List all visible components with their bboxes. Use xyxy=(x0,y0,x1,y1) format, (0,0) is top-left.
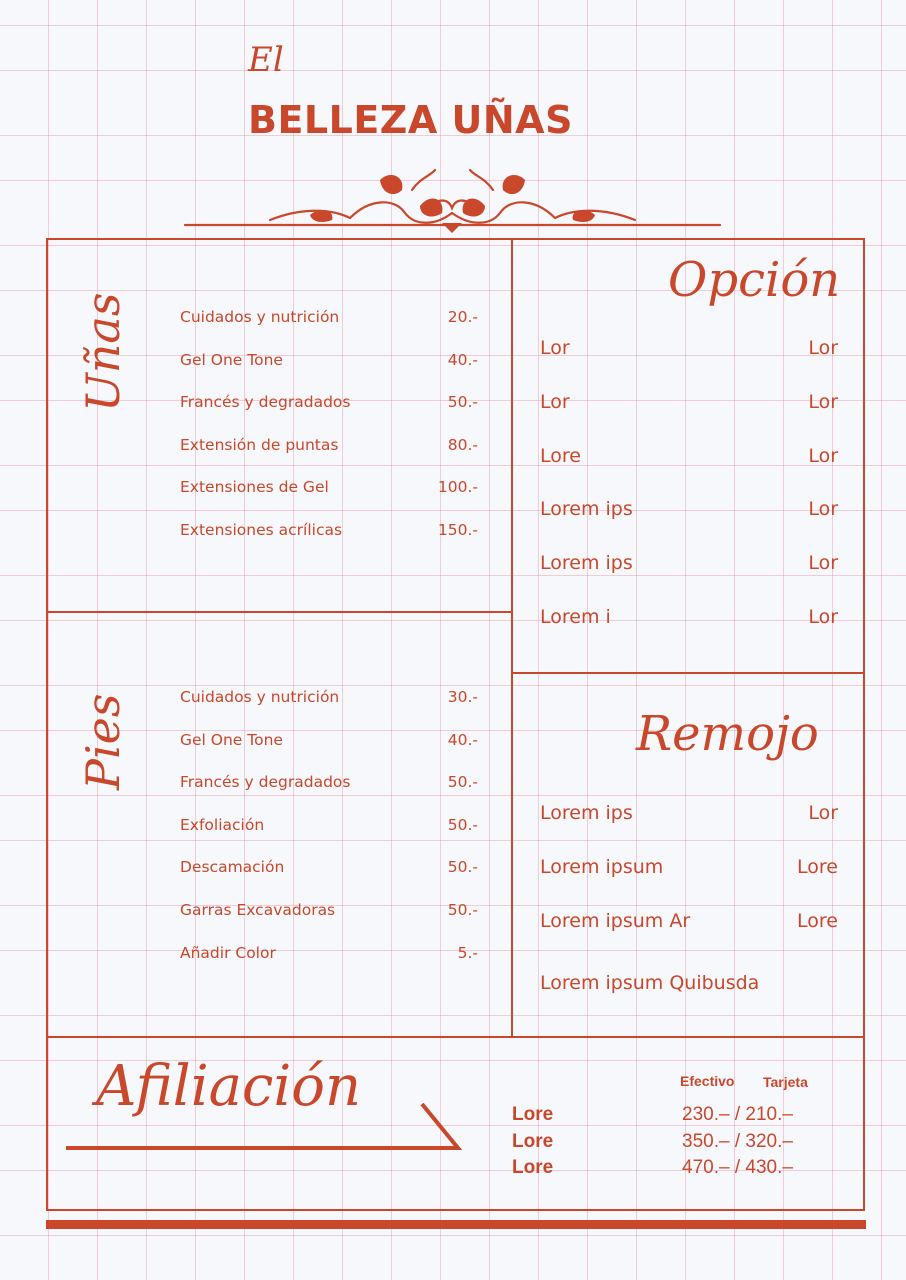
unas-title: Uñas xyxy=(76,292,130,412)
menu-item-price: Lor xyxy=(808,498,838,521)
menu-item-name: Francés y degradados xyxy=(180,773,351,792)
menu-item-price: Lor xyxy=(808,444,838,467)
menu-item-name: Añadir Color xyxy=(180,943,276,962)
menu-item-name: Lorem ips xyxy=(540,498,633,521)
menu-item xyxy=(540,445,838,467)
menu-item-price: Lor xyxy=(808,337,838,359)
menu-item-price: Lor xyxy=(808,390,838,413)
menu-item-price: 40.- xyxy=(447,350,478,369)
divider xyxy=(46,1036,865,1038)
menu-item xyxy=(540,552,838,574)
menu-item xyxy=(180,731,478,749)
menu-item-price: 30.- xyxy=(447,688,478,706)
menu-item-name: Descamación xyxy=(180,858,285,877)
menu-item-price: 100.- xyxy=(437,478,478,497)
menu-item-name: Lorem ips xyxy=(540,802,633,824)
menu-item-price: 50.- xyxy=(447,858,478,877)
menu-item xyxy=(180,816,478,834)
header-pretitle: El xyxy=(248,40,284,80)
opcion-title: Opción xyxy=(668,252,841,308)
menu-item-price: Lore xyxy=(797,856,838,878)
menu-item xyxy=(180,521,478,539)
afiliacion-label: Lore xyxy=(512,1157,554,1178)
menu-item-name: Cuidados y nutrición xyxy=(180,688,340,706)
menu-item-price: Lor xyxy=(808,606,838,628)
menu-item xyxy=(540,498,838,520)
menu-item-name: Gel One Tone xyxy=(180,730,283,749)
divider xyxy=(512,672,865,674)
afiliacion-label: Lore xyxy=(512,1130,554,1152)
afiliacion-title: Afiliación xyxy=(96,1054,362,1119)
menu-item xyxy=(180,308,478,326)
menu-item-price: 50.- xyxy=(447,393,478,412)
floral-ornament-icon xyxy=(180,168,725,238)
menu-item-price: 150.- xyxy=(437,521,478,539)
col-card-header: Tarjeta xyxy=(763,1074,808,1090)
menu-item-name: Lorem i xyxy=(540,606,611,628)
menu-item xyxy=(540,391,838,413)
menu-item xyxy=(180,436,478,454)
arrow-icon xyxy=(64,1100,464,1154)
menu-item xyxy=(180,688,478,706)
menu-item xyxy=(180,351,478,369)
menu-item xyxy=(540,802,838,824)
afiliacion-label: Lore xyxy=(512,1104,554,1125)
afiliacion-price: 470.– / 430.– xyxy=(682,1157,793,1178)
menu-item-name: Lorem ipsum xyxy=(540,856,664,878)
divider xyxy=(511,238,513,1038)
menu-item-name: Lor xyxy=(540,337,570,359)
remojo-title: Remojo xyxy=(636,706,819,762)
menu-item xyxy=(540,972,838,994)
menu-item-name: Extensiones de Gel xyxy=(180,478,329,497)
bottom-bar xyxy=(46,1220,866,1229)
menu-item xyxy=(180,773,478,791)
menu-item xyxy=(180,393,478,411)
menu-item-name: Lorem ipsum Quibusda xyxy=(540,972,760,994)
menu-item-price: Lor xyxy=(808,552,838,575)
afiliacion-price: 350.– / 320.– xyxy=(682,1130,793,1152)
menu-item-price: 80.- xyxy=(447,435,478,454)
menu-item-name: Lore xyxy=(540,444,581,467)
menu-item-price: Lore xyxy=(797,910,838,932)
menu-item-price: 50.- xyxy=(447,815,478,834)
menu-item-name: Cuidados y nutrición xyxy=(180,308,340,326)
menu-item-name: Garras Excavadoras xyxy=(180,901,336,919)
menu-item-name: Exfoliación xyxy=(180,815,265,834)
menu-item xyxy=(540,606,838,628)
divider xyxy=(46,611,512,613)
menu-item-name: Lorem ipsum Ar xyxy=(540,910,691,932)
menu-item-price: 40.- xyxy=(447,730,478,749)
menu-item-name: Extensiones acrílicas xyxy=(180,521,343,539)
menu-item-price: Lor xyxy=(808,802,838,824)
menu-item-name: Gel One Tone xyxy=(180,350,283,369)
col-cash-header: Efectivo xyxy=(680,1073,735,1089)
menu-item-name: Francés y degradados xyxy=(180,393,351,412)
pies-title: Pies xyxy=(76,693,130,790)
menu-item-name: Lor xyxy=(540,390,570,413)
menu-item xyxy=(180,478,478,496)
afiliacion-price: 230.– / 210.– xyxy=(682,1104,793,1125)
menu-item xyxy=(540,910,838,932)
menu-item xyxy=(180,944,478,962)
menu-item-price: 50.- xyxy=(447,901,478,919)
menu-item-name: Lorem ips xyxy=(540,552,633,575)
menu-item xyxy=(540,856,838,878)
menu-item xyxy=(180,901,478,919)
menu-item-price: 20.- xyxy=(447,308,478,326)
page-title: BELLEZA UÑAS xyxy=(248,98,573,142)
menu-item-price: 5.- xyxy=(457,943,478,962)
menu-item-name: Extensión de puntas xyxy=(180,435,339,454)
menu-item xyxy=(180,858,478,876)
menu-item-price: 50.- xyxy=(447,773,478,792)
menu-item xyxy=(540,337,838,359)
